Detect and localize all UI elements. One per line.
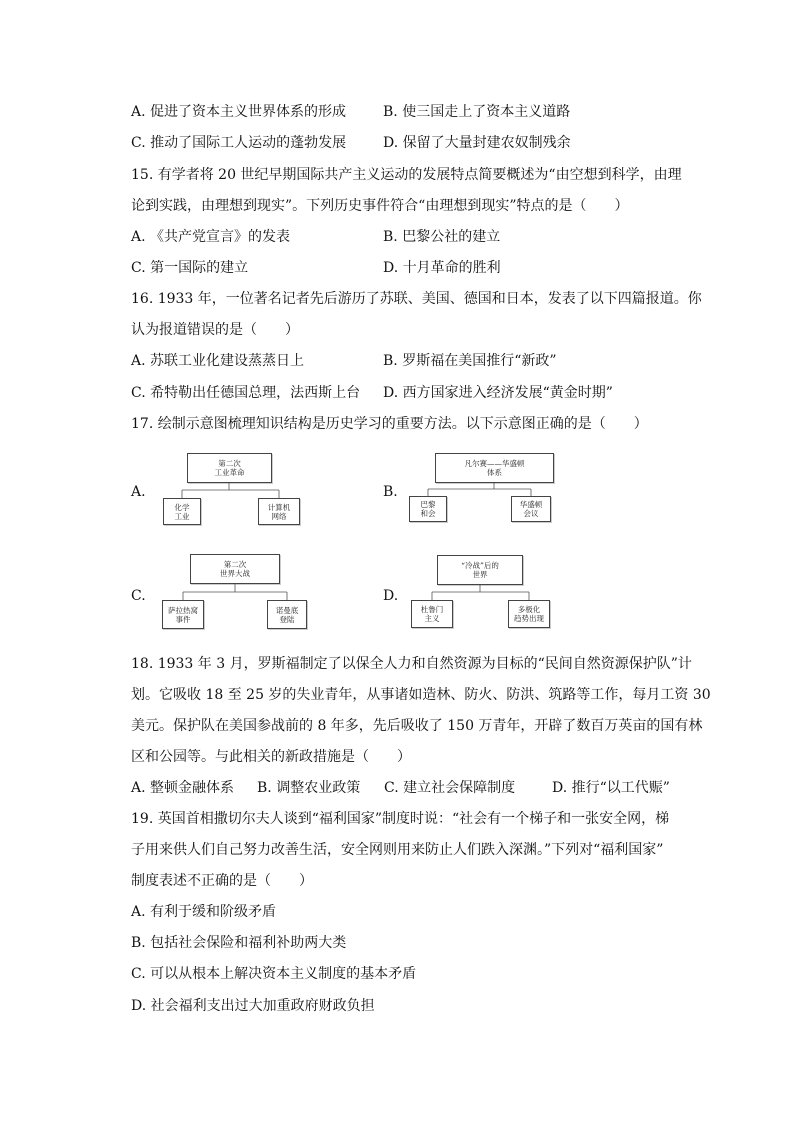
- q17-diagram-d-letter: D.: [383, 588, 399, 604]
- q17-diagram-b-letter: B.: [383, 484, 398, 500]
- q17-diagram-d-connector: [432, 585, 529, 600]
- q15-option-d: D. 十月革命的胜利: [383, 260, 501, 276]
- q17-diagram-d-left-box: 杜鲁门 主义: [411, 600, 453, 628]
- q15-option-b: B. 巴黎公社的建立: [383, 229, 501, 245]
- q19-option-d: D. 社会福利支出过大加重政府财政负担: [131, 998, 375, 1014]
- q18-stem-line4: 区和公园等。与此相关的新政措施是（ ）: [131, 749, 411, 765]
- q17-diagram-a-letter: A.: [131, 484, 146, 500]
- q14-option-a: A. 促进了资本主义世界体系的形成: [131, 104, 347, 120]
- q15-option-a: A. 《共产党宣言》的发表: [131, 229, 291, 245]
- q16-option-b: B. 罗斯福在美国推行“新政”: [383, 353, 557, 369]
- q17-stem-line1: 17. 绘制示意图梳理知识结构是历史学习的重要方法。以下示意图正确的是（ ）: [131, 416, 648, 432]
- q17-diagram-c-letter: C.: [131, 588, 146, 604]
- q17-diagram-b-right-box: 华盛顿 会议: [511, 496, 551, 522]
- q16-option-c: C. 希特勒出任德国总理，法西斯上台: [131, 385, 361, 401]
- q17-diagram-b-top-box: 凡尔赛——华盛顿 体系: [435, 453, 554, 483]
- q17-diagram-c-left-box: 萨拉热窝 事件: [162, 600, 204, 629]
- q16-option-d: D. 西方国家进入经济发展“黄金时期”: [383, 385, 613, 401]
- q17-diagram-c-right-box: 诺曼底 登陆: [267, 600, 307, 629]
- q18-stem-line2: 划。它吸收 18 至 25 岁的失业青年，从事诸如造林、防火、防洪、筑路等工作，每月工资 30: [131, 687, 711, 703]
- q19-stem-line3: 制度表述不正确的是（ ）: [131, 873, 313, 889]
- q14-option-c: C. 推动了国际工人运动的蓬勃发展: [131, 135, 347, 151]
- q17-diagram-a-right-box: 计算机 网络: [258, 498, 300, 525]
- q17-diagram-b-left-box: 巴黎 和会: [409, 496, 447, 522]
- q17-diagram-a-left-box: 化学 工业: [163, 498, 201, 525]
- q19-option-c: C. 可以从根本上解决资本主义制度的基本矛盾: [131, 966, 417, 982]
- q18-option-d: D. 推行“以工代赈”: [552, 780, 670, 796]
- q17-diagram-d-right-box: 多极化 趋势出现: [508, 600, 550, 628]
- q14-option-d: D. 保留了大量封建农奴制残余: [383, 135, 571, 151]
- q14-option-b: B. 使三国走上了资本主义道路: [383, 104, 571, 120]
- q18-stem-line1: 18. 1933 年 3 月，罗斯福制定了以保全人力和自然资源为目标的“民间自然资源保护队”计: [131, 656, 692, 672]
- q16-option-a: A. 苏联工业化建设蒸蒸日上: [131, 353, 305, 369]
- q17-diagram-d-top-box: “冷战”后的 世界: [437, 555, 523, 585]
- q17-diagram-a-connector: [182, 483, 279, 498]
- q19-option-b: B. 包括社会保险和福利补助两大类: [131, 935, 347, 951]
- q15-option-c: C. 第一国际的建立: [131, 260, 249, 276]
- q17-diagram-a-top-box: 第二次 工业革命: [187, 453, 272, 483]
- q18-stem-line3: 美元。保护队在美国参战前的 8 年多，先后吸收了 150 万青年，开辟了数百万英亩的国有林: [131, 718, 703, 734]
- q18-option-a: A. 整顿金融体系: [131, 780, 235, 796]
- q19-stem-line2: 子用来供人们自己努力改善生活，安全网则用来防止人们跌入深渊。”下列对“福利国家”: [131, 842, 664, 858]
- q15-stem-line1: 15. 有学者将 20 世纪早期国际共产主义运动的发展特点简要概述为“由空想到科学，由理: [131, 167, 682, 183]
- q16-stem-line1: 16. 1933 年，一位著名记者先后游历了苏联、美国、德国和日本，发表了以下四篇报道。你: [131, 291, 702, 307]
- q19-option-a: A. 有利于缓和阶级矛盾: [131, 904, 277, 920]
- q18-option-b: B. 调整农业政策: [257, 780, 361, 796]
- q16-stem-line2: 认为报道错误的是（ ）: [131, 322, 299, 338]
- q19-stem-line1: 19. 英国首相撒切尔夫人谈到“福利国家”制度时说：“社会有一个梯子和一张安全网，梯: [131, 811, 670, 827]
- q17-diagram-c-connector: [183, 584, 287, 600]
- q15-stem-line2: 论到实践，由理想到现实”。下列历史事件符合“由理想到现实”特点的是（ ）: [131, 198, 629, 214]
- q17-diagram-b-connector: [428, 483, 531, 496]
- q17-diagram-c-top-box: 第二次 世界大战: [190, 554, 280, 584]
- q18-option-c: C. 建立社会保障制度: [384, 780, 516, 796]
